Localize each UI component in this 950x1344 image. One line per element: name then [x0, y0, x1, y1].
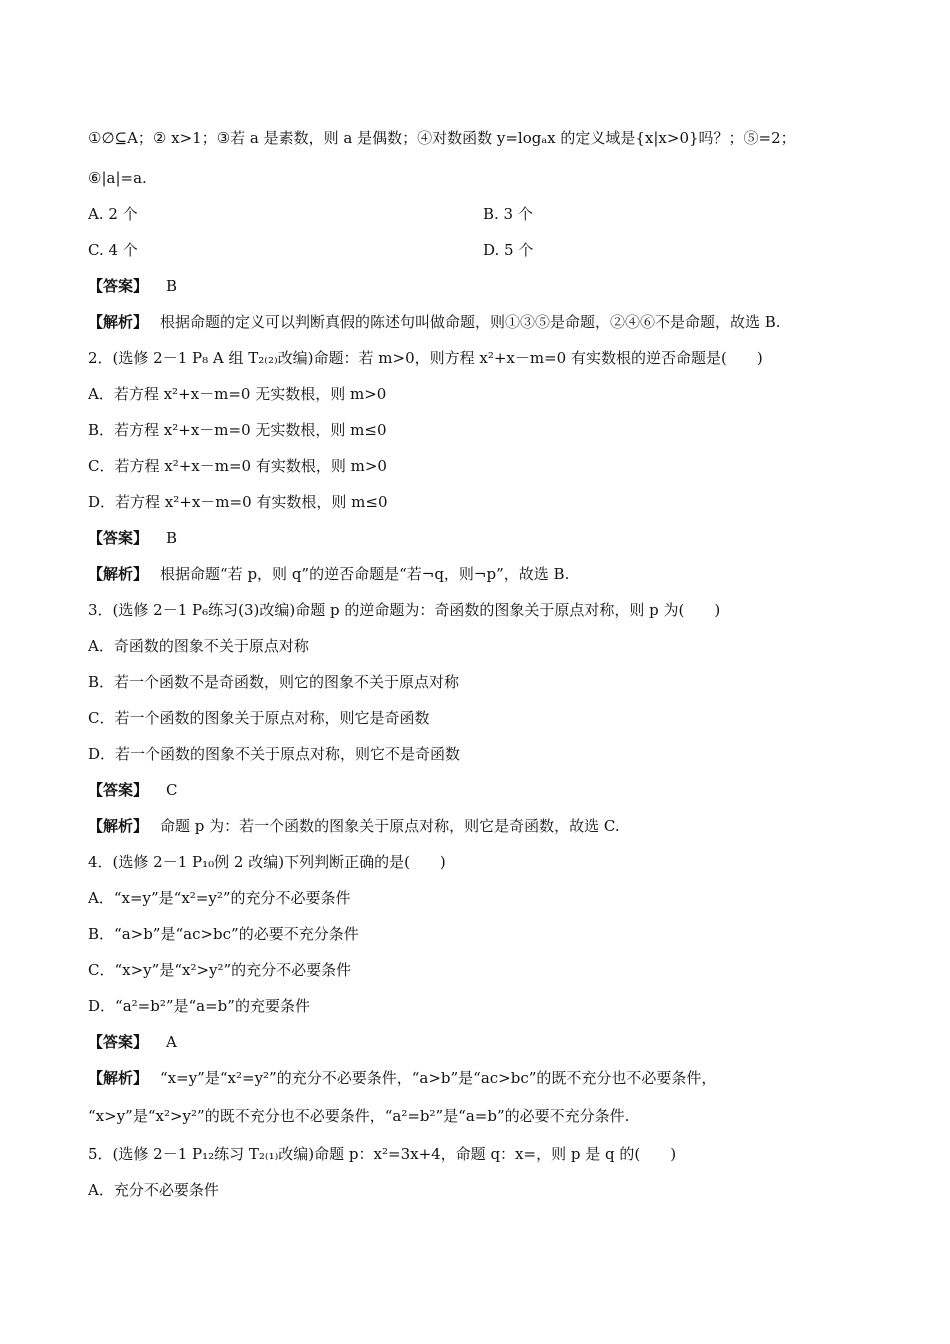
analysis-text: 根据命题“若 p，则 q”的逆否命题是“若¬q，则¬p”，故选 B.	[160, 565, 570, 583]
q4-option-b: B．“a>b”是“ac>bc”的必要不充分条件	[88, 925, 359, 943]
q1-option-c: C. 4 个	[88, 241, 138, 259]
q3-analysis	[88, 814, 910, 838]
q2-option-a: A．若方程 x²+x－m=0 无实数根，则 m>0	[88, 385, 387, 403]
answer-label: 【答案】	[88, 277, 149, 295]
q4-stem: 4．(选修 2－1 P₁₀例 2 改编)下列判断正确的是( )	[88, 853, 446, 871]
q4-analysis-line-1	[88, 1066, 910, 1090]
q2-option-b: B．若方程 x²+x－m=0 无实数根，则 m≤0	[88, 421, 387, 439]
q4-option-c: C．“x>y”是“x²>y²”的充分不必要条件	[88, 961, 352, 979]
q3-option-c: C．若一个函数的图象关于原点对称，则它是奇函数	[88, 709, 430, 727]
q1-option-a: A. 2 个	[88, 205, 138, 223]
q3-option-b: B．若一个函数不是奇函数，则它的图象不关于原点对称	[88, 673, 460, 691]
analysis-text: 根据命题的定义可以判断真假的陈述句叫做命题，则①③⑤是命题，②④⑥不是命题，故选 B.	[160, 313, 781, 331]
q4-analysis-line-2: “x>y”是“x²>y²”的既不充分也不必要条件，“a²=b²”是“a=b”的必要不充分条件.	[88, 1107, 630, 1125]
analysis-text: “x=y”是“x²=y²”的充分不必要条件，“a>b”是“ac>bc”的既不充分也不必要条件，	[160, 1069, 717, 1087]
q1-options-row-2	[88, 238, 910, 262]
q5-option-a: A．充分不必要条件	[88, 1181, 219, 1199]
q2-stem: 2．(选修 2－1 P₈ A 组 T₂₍₂₎改编)命题：若 m>0，则方程 x²+x－m=0 有实数根的逆否命题是( )	[88, 349, 763, 367]
q1-option-d: D. 5 个	[483, 241, 534, 259]
answer-value: A	[166, 1033, 177, 1051]
answer-value: B	[166, 529, 178, 547]
intro-line-1: ①∅⊆A；② x>1；③若 a 是素数，则 a 是偶数；④对数函数 y=logₐx 的定义域是{x|x>0}吗？；⑤=2；	[88, 129, 796, 147]
intro-line-2: ⑥|a|=a.	[88, 169, 147, 187]
q3-stem: 3．(选修 2－1 P₆练习(3)改编)命题 p 的逆命题为：奇函数的图象关于原点对称，则 p 为( )	[88, 601, 721, 619]
q2-option-d: D．若方程 x²+x－m=0 有实数根，则 m≤0	[88, 493, 388, 511]
answer-value: C	[166, 781, 178, 799]
analysis-label: 【解析】	[88, 1069, 149, 1087]
q5-stem: 5．(选修 2－1 P₁₂练习 T₂₍₁₎改编)命题 p：x²=3x+4，命题 q：x=，则 p 是 q 的( )	[88, 1145, 677, 1163]
q2-analysis	[88, 562, 910, 586]
q1-analysis	[88, 310, 910, 334]
q4-answer	[88, 1030, 910, 1054]
answer-label: 【答案】	[88, 781, 149, 799]
q1-options-row-1	[88, 202, 910, 226]
q1-option-b: B. 3 个	[483, 205, 533, 223]
q4-option-d: D．“a²=b²”是“a=b”的充要条件	[88, 997, 310, 1015]
q2-answer	[88, 526, 910, 550]
analysis-label: 【解析】	[88, 817, 149, 835]
analysis-label: 【解析】	[88, 565, 149, 583]
q2-option-c: C．若方程 x²+x－m=0 有实数根，则 m>0	[88, 457, 387, 475]
q3-option-d: D．若一个函数的图象不关于原点对称，则它不是奇函数	[88, 745, 461, 763]
analysis-label: 【解析】	[88, 313, 149, 331]
q3-answer	[88, 778, 910, 802]
answer-label: 【答案】	[88, 1033, 149, 1051]
q3-option-a: A．奇函数的图象不关于原点对称	[88, 637, 309, 655]
q4-option-a: A．“x=y”是“x²=y²”的充分不必要条件	[88, 889, 351, 907]
q1-answer	[88, 274, 910, 298]
answer-label: 【答案】	[88, 529, 149, 547]
analysis-text: 命题 p 为：若一个函数的图象关于原点对称，则它是奇函数，故选 C.	[160, 817, 620, 835]
answer-value: B	[166, 277, 178, 295]
